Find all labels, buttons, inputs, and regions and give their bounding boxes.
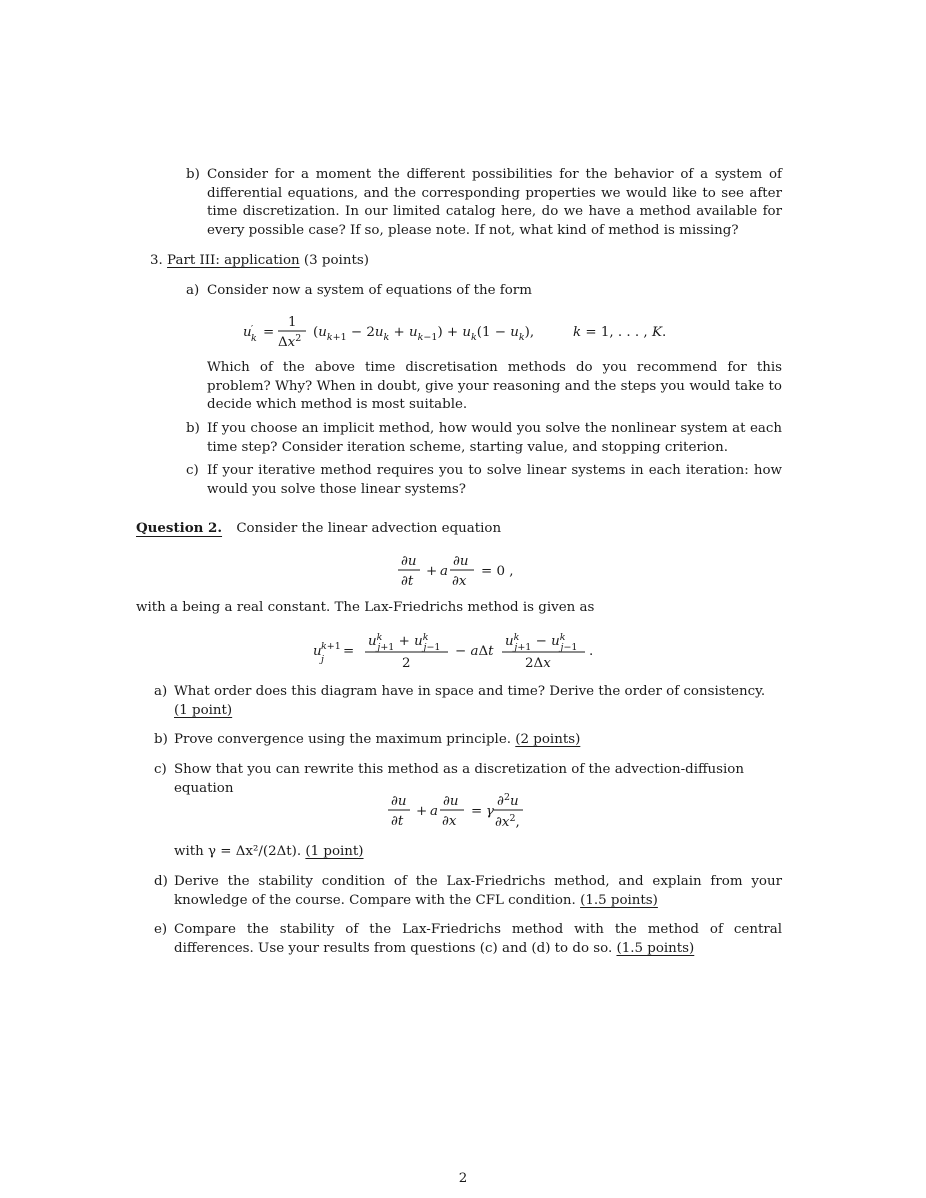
svg-text:∂x2,: $\partial x^2$,: [495, 813, 520, 830]
q2-b-points: (2 points): [515, 732, 581, 747]
svg-text:Δx2: $\Delta x^2$: [278, 333, 302, 350]
question2-after-eq: with a being a real constant. The Lax-Friedrichs method is given as: [136, 600, 595, 615]
svg-text:∂u: ∂u: [453, 554, 469, 569]
svg-text:= 0 ,: = 0 ,: [481, 564, 514, 579]
part3-heading: [150, 252, 790, 271]
svg-text:k = 1, . . . , K.: k = 1, . . . , K.: [573, 325, 667, 340]
q2-c-points: (1 point): [305, 844, 364, 859]
svg-text:∂x: ∂x: [442, 814, 457, 829]
svg-text:k+1: k+1: [321, 641, 341, 652]
svg-text:+: +: [416, 804, 428, 819]
svg-text:2: 2: [402, 656, 411, 671]
q2-c-text: Show that you can rewrite this method as a discretization of the advection-diffusion equation: [174, 762, 744, 796]
svg-text:+: +: [426, 564, 438, 579]
part3-a-follow: Which of the above time discretisation methods do you recommend for this problem? Why? When in doubt, give your reasoning and the steps you would take to decide which method is most suitable.: [207, 360, 782, 412]
svg-text:− aΔt: − aΔt: [455, 644, 494, 659]
part2-b-text: Consider for a moment the different possibilities for the behavior of a system of differential equations, and the corresponding properties we would like to see after time discretization. In our limited catalog here, do we have a method available for every possible case? If so, please note. If not, what kind of method is missing?: [207, 167, 782, 238]
svg-text:a: a: [440, 564, 448, 579]
svg-text:1: 1: [288, 315, 297, 330]
q2-d-body: [174, 873, 782, 910]
svg-text:∂t: ∂t: [401, 574, 414, 589]
svg-text:=: =: [263, 325, 275, 340]
advection-diffusion-equation: [0, 789, 926, 835]
svg-text:a: a: [430, 804, 438, 819]
svg-text:(uk+1 − 2uk + uk−1) + uk(1 − u: $(u_k+1 - 2u_k + u_k-1) + u_k(1 - u_k)$,: [313, 325, 535, 343]
lax-friedrichs-equation: [0, 629, 926, 675]
svg-text:∂u: ∂u: [443, 794, 459, 809]
q2-a-tag: a): [154, 684, 168, 699]
part3-a-tag: a): [186, 283, 200, 298]
q2-e-body: [174, 921, 782, 958]
q2-b-tag: b): [154, 732, 168, 747]
q2-e-text: Compare the stability of the Lax-Friedrichs method with the method of central differences. Use your results from questions (c) and (d) to do so.: [174, 922, 782, 956]
q2-a-text: What order does this diagram have in space and time? Derive the order of consistency.: [174, 684, 766, 699]
part3-points: (3 points): [303, 253, 369, 268]
part3-b-tag: b): [186, 421, 200, 436]
part3-c-text: If your iterative method requires you to solve linear systems in each iteration: how would you solve those linear systems?: [207, 463, 782, 497]
svg-text:γ: γ: [486, 804, 495, 819]
svg-text:j: j: [321, 654, 324, 665]
q2-d-text: Derive the stability condition of the Lax-Friedrichs method, and explain from your knowledge of the course. Compare with the CFL condition.: [174, 874, 782, 908]
q2-a-points: (1 point): [174, 702, 233, 718]
svg-text:u: u: [313, 644, 322, 659]
part2-b-tag: b): [186, 167, 200, 182]
part3-c-tag: c): [186, 463, 199, 478]
system-equation: [0, 310, 926, 354]
question2-intro: Consider the linear advection equation: [236, 521, 502, 536]
svg-text:∂x: ∂x: [452, 574, 467, 589]
svg-text:∂u: ∂u: [401, 554, 417, 569]
q2-c-with: with γ = Δx²/(2Δt).: [174, 844, 302, 859]
question2-heading: [136, 519, 796, 539]
part3-title: Part III: application: [167, 253, 300, 268]
q2-c-tag: c): [154, 762, 167, 777]
q2-e-points: (1.5 points): [616, 940, 695, 956]
svg-text:∂t: ∂t: [391, 814, 404, 829]
part3-number: 3.: [150, 253, 163, 268]
svg-text:=: =: [343, 644, 355, 659]
question2-label: Question 2.: [136, 520, 223, 536]
page-number: 2: [458, 1171, 468, 1186]
svg-text:k: k: [251, 333, 257, 344]
q2-b-text: Prove convergence using the maximum principle.: [174, 732, 512, 747]
q2-d-points: (1.5 points): [580, 892, 658, 908]
svg-text:2Δx: 2Δx: [525, 656, 551, 671]
svg-text:∂u: ∂u: [391, 794, 407, 809]
svg-text:ukj+1 − ukj−1: $u^k$ $j+1 - u^k$ j−1: [505, 632, 578, 653]
part3-b-text: If you choose an implicit method, how would you solve the nonlinear system at each time step? Consider iteration scheme, starting value, and stopping criterion.: [207, 421, 782, 455]
q2-b-body: [174, 731, 782, 750]
q2-d-tag: d): [154, 874, 168, 889]
svg-text:=: =: [471, 804, 483, 819]
svg-text:u: u: [243, 325, 252, 340]
q2-a-body: [174, 683, 782, 720]
svg-text:∂2u: ∂$^2$u: [497, 792, 519, 809]
svg-text:.: .: [589, 644, 594, 659]
svg-text:′: ′: [251, 324, 254, 335]
advection-equation: [0, 549, 926, 593]
q2-e-tag: e): [154, 922, 168, 937]
part3-a-intro: Consider now a system of equations of the form: [207, 283, 532, 298]
svg-text:ukj+1 + ukj−1: $u^k$ $j+1 + u^k$ j−1: [368, 632, 441, 653]
q2-c-with-line: [174, 843, 782, 862]
